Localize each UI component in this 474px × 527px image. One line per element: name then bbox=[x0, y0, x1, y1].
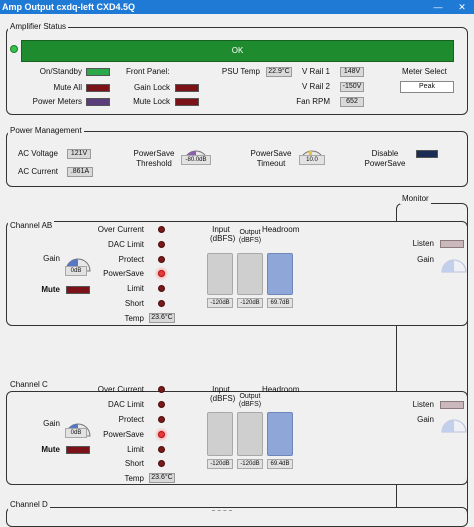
channel-ab-short-label: Short bbox=[124, 299, 144, 308]
channel-c-temp-value: 23.6°C bbox=[149, 473, 175, 483]
channel-c-input-label: Input (dBFS) bbox=[210, 385, 236, 403]
channel-ab-over-current-label: Over Current bbox=[97, 225, 144, 234]
window-title: Amp Output cxdq-left CXD4.5Q bbox=[0, 0, 474, 14]
ps-timeout-label: PowerSave Timeout bbox=[250, 149, 292, 168]
mute-lock-label: Mute Lock bbox=[133, 97, 170, 106]
ac-voltage-label: AC Voltage bbox=[17, 149, 58, 158]
channel-ab-input-meter bbox=[207, 253, 233, 295]
channel-c-gain-label: Gain bbox=[43, 419, 60, 428]
channel-ab-temp-value: 23.6°C bbox=[149, 313, 175, 323]
channel-ab-headroom-meter bbox=[267, 253, 293, 295]
channel-ab-over-current-led-icon bbox=[158, 226, 165, 233]
channel-c-protect-led-icon bbox=[158, 416, 165, 423]
channel-ab-listen-button[interactable] bbox=[440, 240, 464, 248]
meter-select-dropdown[interactable]: Peak bbox=[400, 81, 454, 93]
status-led-icon bbox=[10, 45, 18, 53]
channel-ab-protect-label: Protect bbox=[118, 255, 144, 264]
vrail1-label: V Rail 1 bbox=[301, 67, 330, 76]
gain-lock-indicator[interactable] bbox=[175, 84, 199, 92]
power-meters-label: Power Meters bbox=[32, 97, 82, 106]
channel-c-headroom-meter bbox=[267, 412, 293, 456]
mute-all-label: Mute All bbox=[53, 83, 82, 92]
channel-c-powersave-label: PowerSave bbox=[103, 430, 144, 439]
channel-c-over-current-label: Over Current bbox=[97, 385, 144, 394]
disable-powersave-label: Disable PowerSave bbox=[364, 149, 406, 168]
channel-c-monitor-gain-knob-icon[interactable] bbox=[440, 412, 468, 434]
ps-threshold-label: PowerSave Threshold bbox=[133, 149, 175, 168]
channel-c-input-value: -120dB bbox=[207, 459, 233, 469]
ps-threshold-value: -80.0dB bbox=[181, 155, 211, 165]
channel-ab-output-value: -120dB bbox=[237, 298, 263, 308]
channel-d-input-label-partial bbox=[212, 510, 232, 516]
fan-rpm-label: Fan RPM bbox=[296, 97, 330, 106]
channel-c-output-label: Output (dBFS) bbox=[238, 393, 262, 408]
channel-ab-temp-label: Temp bbox=[124, 314, 144, 323]
close-icon[interactable]: ✕ bbox=[456, 1, 468, 13]
mute-all-indicator[interactable] bbox=[86, 84, 110, 92]
channel-c-listen-button[interactable] bbox=[440, 401, 464, 409]
meter-select-label: Meter Select bbox=[402, 67, 447, 76]
channel-d-group bbox=[6, 507, 468, 527]
ps-timeout-value: 10.0 bbox=[299, 155, 325, 165]
channel-c-monitor-gain-label: Gain bbox=[417, 415, 434, 424]
channel-c-headroom-label: Headroom bbox=[262, 385, 300, 394]
channel-ab-monitor-gain-label: Gain bbox=[417, 255, 434, 264]
mute-lock-indicator[interactable] bbox=[175, 98, 199, 106]
power-meters-indicator[interactable] bbox=[86, 98, 110, 106]
disable-powersave-indicator[interactable] bbox=[416, 150, 438, 158]
on-standby-label: On/Standby bbox=[39, 67, 82, 76]
channel-ab-headroom-value: 69.7dB bbox=[267, 298, 293, 308]
channel-c-title: Channel C bbox=[10, 380, 48, 389]
channel-c-dac-limit-label: DAC Limit bbox=[107, 400, 144, 409]
channel-ab-dac-limit-led-icon bbox=[158, 241, 165, 248]
channel-c-protect-label: Protect bbox=[118, 415, 144, 424]
channel-ab-output-label: Output (dBFS) bbox=[238, 229, 262, 244]
channel-d-title: Channel D bbox=[10, 500, 48, 509]
vrail2-value: -150V bbox=[340, 82, 364, 92]
channel-c-output-meter bbox=[237, 412, 263, 456]
channel-ab-short-led-icon bbox=[158, 300, 165, 307]
channel-c-over-current-led-icon bbox=[158, 386, 165, 393]
vrail1-value: 148V bbox=[340, 67, 364, 77]
channel-ab-listen-label: Listen bbox=[412, 239, 434, 248]
channel-c-headroom-value: 69.4dB bbox=[267, 459, 293, 469]
channel-c-input-meter bbox=[207, 412, 233, 456]
fan-rpm-value: 652 bbox=[340, 97, 364, 107]
ac-current-value: .861A bbox=[67, 167, 93, 177]
channel-ab-input-label: Input (dBFS) bbox=[210, 225, 236, 243]
vrail2-label: V Rail 2 bbox=[301, 82, 330, 91]
status-bar: OK bbox=[21, 40, 454, 62]
amplifier-status-title: Amplifier Status bbox=[10, 22, 67, 31]
channel-c-short-led-icon bbox=[158, 460, 165, 467]
monitor-title: Monitor bbox=[402, 194, 429, 203]
gain-lock-label: Gain Lock bbox=[133, 83, 170, 92]
channel-ab-limit-led-icon bbox=[158, 285, 165, 292]
ac-voltage-value: 121V bbox=[67, 149, 91, 159]
channel-ab-mute-label: Mute bbox=[41, 285, 60, 294]
minimize-icon[interactable]: — bbox=[433, 2, 443, 12]
channel-c-listen-label: Listen bbox=[412, 400, 434, 409]
channel-ab-monitor-gain-knob-icon[interactable] bbox=[440, 252, 468, 274]
channel-ab-protect-led-icon bbox=[158, 256, 165, 263]
channel-c-short-label: Short bbox=[124, 459, 144, 468]
psu-temp-value: 22.9°C bbox=[266, 67, 292, 77]
channel-ab-limit-label: Limit bbox=[127, 284, 144, 293]
channel-c-output-value: -120dB bbox=[237, 459, 263, 469]
front-panel-label: Front Panel: bbox=[126, 67, 170, 76]
channel-c-limit-led-icon bbox=[158, 446, 165, 453]
channel-c-gain-value: 0dB bbox=[65, 428, 87, 438]
on-standby-indicator[interactable] bbox=[86, 68, 110, 76]
channel-c-mute-label: Mute bbox=[41, 445, 60, 454]
channel-ab-input-value: -120dB bbox=[207, 298, 233, 308]
channel-c-dac-limit-led-icon bbox=[158, 401, 165, 408]
channel-c-powersave-led-icon bbox=[158, 431, 165, 438]
ac-current-label: AC Current bbox=[17, 167, 58, 176]
channel-ab-title: Channel AB bbox=[10, 221, 53, 230]
channel-ab-gain-value: 0dB bbox=[65, 266, 87, 276]
channel-ab-powersave-label: PowerSave bbox=[103, 269, 144, 278]
channel-ab-powersave-led-icon bbox=[158, 270, 165, 277]
channel-c-temp-label: Temp bbox=[124, 474, 144, 483]
psu-temp-label: PSU Temp bbox=[221, 67, 260, 76]
power-management-title: Power Management bbox=[10, 126, 82, 135]
channel-ab-output-meter bbox=[237, 253, 263, 295]
channel-ab-dac-limit-label: DAC Limit bbox=[107, 240, 144, 249]
channel-ab-gain-label: Gain bbox=[43, 254, 60, 263]
channel-ab-headroom-label: Headroom bbox=[262, 225, 300, 234]
channel-c-limit-label: Limit bbox=[127, 445, 144, 454]
